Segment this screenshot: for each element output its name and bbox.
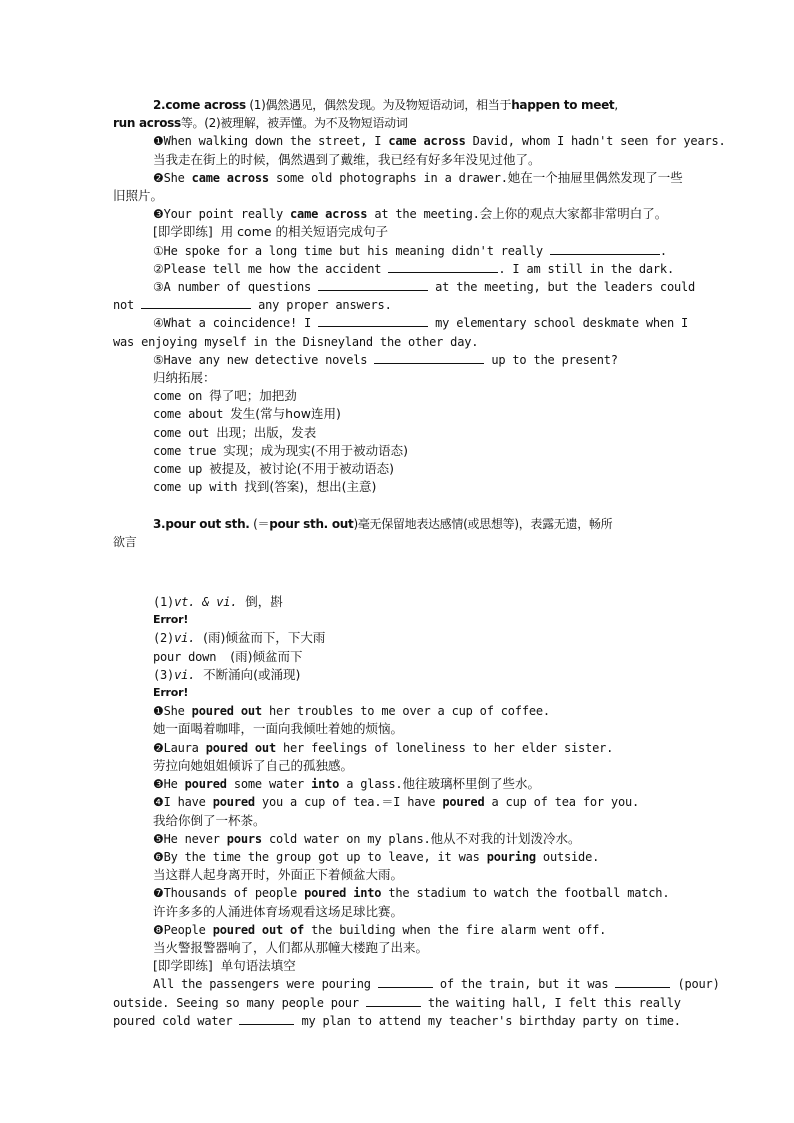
number-marker: ❷	[153, 170, 164, 185]
answer-blank[interactable]	[615, 977, 670, 988]
example-sentence: ❺He never pours cold water on my plans.他从不对我的计划泼冷水。	[153, 830, 581, 846]
practice-question-cont: was enjoying myself in the Disneyland the other day.	[113, 334, 479, 349]
practice-question: ④What a coincidence! I my elementary school deskmate when I	[153, 316, 689, 331]
answer-blank[interactable]	[388, 262, 498, 273]
number-marker: ❷	[153, 740, 164, 755]
answer-blank[interactable]	[239, 1014, 294, 1025]
sense-line: (1)vt. & vi. 倒，斟	[153, 594, 283, 610]
phrase-line: pour down (雨)倾盆而下	[153, 648, 303, 664]
document-page	[113, 96, 726, 1030]
spacer	[113, 551, 685, 593]
answer-blank[interactable]	[378, 977, 433, 988]
example-translation: 当这群人起身离开时，外面正下着倾盆大雨。	[153, 867, 404, 883]
number-marker: ❽	[153, 922, 164, 937]
section-heading-cont: 欲言	[113, 534, 137, 549]
spacer	[113, 496, 685, 514]
example-sentence: ❻By the time the group got up to leave, it was pouring outside.	[153, 849, 600, 864]
fill-blank-line: All the passengers were pouring of the train, but it was (pour)	[153, 977, 720, 992]
practice-title: [即学即练] 单句语法填空	[153, 958, 296, 974]
number-marker: ❸	[153, 777, 164, 792]
summary-item: come true 实现；成为现实(不用于被动语态)	[153, 442, 409, 458]
number-marker: ❻	[153, 849, 164, 864]
answer-blank[interactable]	[318, 316, 428, 327]
example-sentence: ❶When walking down the street, I came across David, whom I hadn't seen for years.	[153, 134, 726, 149]
number-marker: ❶	[153, 134, 164, 149]
sense-line: (2)vi. (雨)倾盆而下，下大雨	[153, 630, 326, 646]
number-marker: ❹	[153, 795, 164, 810]
example-sentence: ❽People poured out of the building when the fire alarm went off.	[153, 922, 607, 937]
sense-line: (3)vi. 不断涌向(或涌现)	[153, 666, 301, 682]
summary-item: come out 出现；出版，发表	[153, 424, 317, 440]
section-heading: 2.come across (1)偶然遇见，偶然发现。为及物短语动词，相当于happen to meet,	[153, 98, 618, 112]
practice-question-cont: not any proper answers.	[113, 298, 392, 313]
section-heading-cont: run across等。(2)被理解，被弄懂。为不及物短语动词	[113, 116, 408, 131]
practice-question: ⑤Have any new detective novels up to the present?	[153, 352, 618, 367]
summary-item: come up 被提及，被讨论(不用于被动语态)	[153, 461, 394, 477]
example-translation: 我给你倒了一杯茶。	[153, 812, 266, 828]
example-sentence: ❸Your point really came across at the meeting.会上你的观点大家都非常明白了。	[153, 206, 668, 222]
number-marker: ❺	[153, 831, 164, 846]
practice-question: ②Please tell me how the accident . I am still in the dark.	[153, 261, 674, 276]
error-text: Error!	[153, 686, 189, 700]
example-translation: 她一面喝着咖啡，一面向我倾吐着她的烦恼。	[153, 721, 404, 737]
summary-item: come about 发生(常与how连用)	[153, 406, 341, 422]
example-sentence: ❸He poured some water into a glass.他往玻璃杯里倒了些水。	[153, 776, 540, 792]
error-text: Error!	[153, 613, 189, 627]
example-sentence: ❷Laura poured out her feelings of loneliness to her elder sister.	[153, 740, 614, 755]
fill-blank-line: outside. Seeing so many people pour the waiting hall, I felt this really	[113, 995, 681, 1010]
example-sentence: ❶She poured out her troubles to me over a cup of coffee.	[153, 704, 550, 719]
section-heading: 3.pour out sth. (＝pour sth. out)毫无保留地表达感情(或思想等)，表露无遗，畅所	[153, 516, 613, 531]
answer-blank[interactable]	[141, 298, 251, 309]
number-marker: ❸	[153, 207, 164, 222]
example-translation: 当火警报警器响了，人们都从那幢大楼跑了出来。	[153, 939, 429, 955]
practice-title: [即学即练] 用 come 的相关短语完成句子	[153, 224, 389, 240]
example-sentence: ❼Thousands of people poured into the stadium to watch the football match.	[153, 886, 670, 901]
summary-item: come on 得了吧；加把劲	[153, 388, 297, 404]
number-marker: ❶	[153, 704, 164, 719]
fill-blank-line: poured cold water my plan to attend my teacher's birthday party on time.	[113, 1013, 681, 1028]
practice-question: ①He spoke for a long time but his meaning didn't really .	[153, 243, 667, 258]
example-translation: 当我走在街上的时候，偶然遇到了戴维，我已经有好多年没见过他了。	[153, 151, 541, 167]
example-translation: 许许多多的人涌进体育场观看这场足球比赛。	[153, 903, 404, 919]
example-translation: 旧照片。	[113, 188, 164, 204]
example-sentence: ❷She came across some old photographs in a drawer.她在一个抽屉里偶然发现了一些	[153, 169, 683, 185]
example-sentence: ❹I have poured you a cup of tea.＝I have poured a cup of tea for you.	[153, 795, 640, 810]
example-translation: 劳拉向她姐姐倾诉了自己的孤独感。	[153, 757, 354, 773]
answer-blank[interactable]	[550, 244, 660, 255]
summary-item: come up with 找到(答案)，想出(主意)	[153, 479, 377, 495]
answer-blank[interactable]	[318, 280, 428, 291]
answer-blank[interactable]	[366, 996, 421, 1007]
summary-title: 归纳拓展：	[153, 370, 216, 386]
number-marker: ❼	[153, 886, 164, 901]
practice-question: ③A number of questions at the meeting, but the leaders could	[153, 280, 696, 295]
answer-blank[interactable]	[374, 353, 484, 364]
